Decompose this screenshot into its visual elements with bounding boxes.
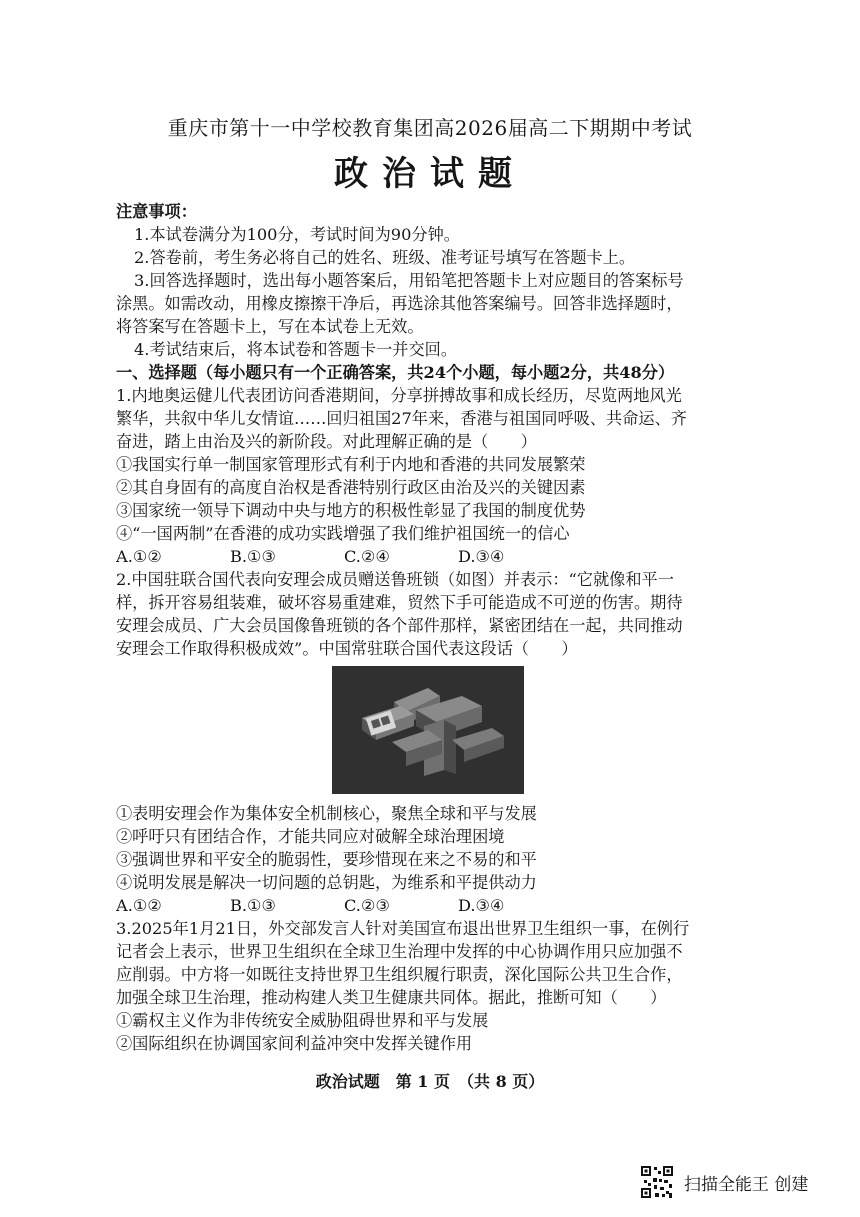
q1-statement: ②其自身固有的高度自治权是香港特别行政区由治及兴的关键因素 — [116, 478, 586, 497]
q1-option-d: D.③④ — [458, 547, 505, 566]
q2-statement: ④说明发展是解决一切问题的总钥匙，为维系和平提供动力 — [116, 873, 537, 892]
luban-lock-image — [332, 666, 524, 794]
scanner-watermark — [640, 1165, 808, 1199]
q1-stem-line: 1.内地奥运健儿代表团访问香港期间，分享拼搏故事和成长经历，尽览两地风光 — [116, 386, 682, 405]
q1-stem-line: 繁华，共叙中华儿女情谊……回归祖国27年来，香港与祖国同呼吸、共命运、齐 — [116, 409, 687, 428]
q2-stem-line: 样，拆开容易组装难，破坏容易重建难，贸然下手可能造成不可逆的伤害。期待 — [116, 593, 683, 612]
exam-title: 政治试题 — [334, 154, 526, 194]
luban-lock-photo — [332, 666, 524, 794]
notice-item: 4.考试结束后，将本试卷和答题卡一并交回。 — [134, 340, 458, 359]
q2-statement: ②呼吁只有团结合作，才能共同应对破解全球治理困境 — [116, 827, 505, 846]
q2-option-d: D.③④ — [458, 896, 505, 915]
notice-item: 1.本试卷满分为100分，考试时间为90分钟。 — [134, 225, 460, 244]
q3-stem-line: 应削弱。中方将一如既往支持世界卫生组织履行职责，深化国际公共卫生合作， — [116, 965, 683, 984]
q1-option-c: C.②④ — [344, 547, 390, 566]
q1-statement: ④“一国两制”在香港的成功实践增强了我们维护祖国统一的信心 — [116, 524, 570, 543]
q2-option-b: B.①③ — [230, 896, 277, 915]
q3-stem-line: 3.2025年1月21日，外交部发言人针对美国宣布退出世界卫生组织一事，在例行 — [116, 919, 690, 938]
notice-item: 涂黑。如需改动，用橡皮擦擦干净后，再选涂其他答案编号。回答非选择题时， — [116, 294, 683, 313]
notice-item: 3.回答选择题时，选出每小题答案后，用铅笔把答题卡上对应题目的答案标号 — [134, 271, 684, 290]
notice-heading: 注意事项： — [116, 202, 197, 221]
q2-statement: ③强调世界和平安全的脆弱性，要珍惜现在来之不易的和平 — [116, 850, 537, 869]
q2-option-c: C.②③ — [344, 896, 390, 915]
qr-code-icon — [640, 1165, 674, 1199]
q2-statement: ①表明安理会作为集体安全机制核心，聚焦全球和平与发展 — [116, 804, 537, 823]
q2-stem-line: 2.中国驻联合国代表向安理会成员赠送鲁班锁（如图）并表示：“它就像和平一 — [116, 570, 674, 589]
q3-statement: ①霸权主义作为非传统安全威胁阻碍世界和平与发展 — [116, 1011, 489, 1030]
q1-options — [116, 545, 766, 568]
q2-option-a: A.①② — [116, 896, 162, 915]
q2-options — [116, 894, 766, 917]
q1-statement: ③国家统一领导下调动中央与地方的积极性彰显了我国的制度优势 — [116, 501, 586, 520]
q1-statement: ①我国实行单一制国家管理形式有利于内地和香港的共同发展繁荣 — [116, 455, 586, 474]
notice-item: 将答案写在答题卡上，写在本试卷上无效。 — [116, 317, 424, 336]
q1-option-b: B.①③ — [230, 547, 277, 566]
q2-stem-line: 安理会工作取得积极成效”。中国常驻联合国代表这段话（ ） — [116, 639, 578, 658]
q1-option-a: A.①② — [116, 547, 162, 566]
exam-header: 重庆市第十一中学校教育集团高2026届高二下期期中考试 — [167, 116, 693, 140]
q1-stem-line: 奋进，踏上由治及兴的新阶段。对此理解正确的是（ ） — [116, 432, 537, 451]
section-heading: 一、选择题（每小题只有一个正确答案，共24个小题，每小题2分，共48分） — [116, 363, 675, 382]
page-footer: 政治试题 第 1 页 （共 8 页） — [315, 1072, 545, 1091]
scanner-label: 扫描全能王 创建 — [684, 1174, 809, 1195]
q3-stem-line: 记者会上表示，世界卫生组织在全球卫生治理中发挥的中心协调作用只应加强不 — [116, 942, 683, 961]
q3-statement: ②国际组织在协调国家间利益冲突中发挥关键作用 — [116, 1034, 473, 1053]
q2-stem-line: 安理会成员、广大会员国像鲁班锁的各个部件那样，紧密团结在一起，共同推动 — [116, 616, 683, 635]
q3-stem-line: 加强全球卫生治理，推动构建人类卫生健康共同体。据此，推断可知（ ） — [116, 988, 667, 1007]
exam-body — [116, 200, 766, 1055]
notice-item: 2.答卷前，考生务必将自己的姓名、班级、准考证号填写在答题卡上。 — [134, 248, 636, 267]
